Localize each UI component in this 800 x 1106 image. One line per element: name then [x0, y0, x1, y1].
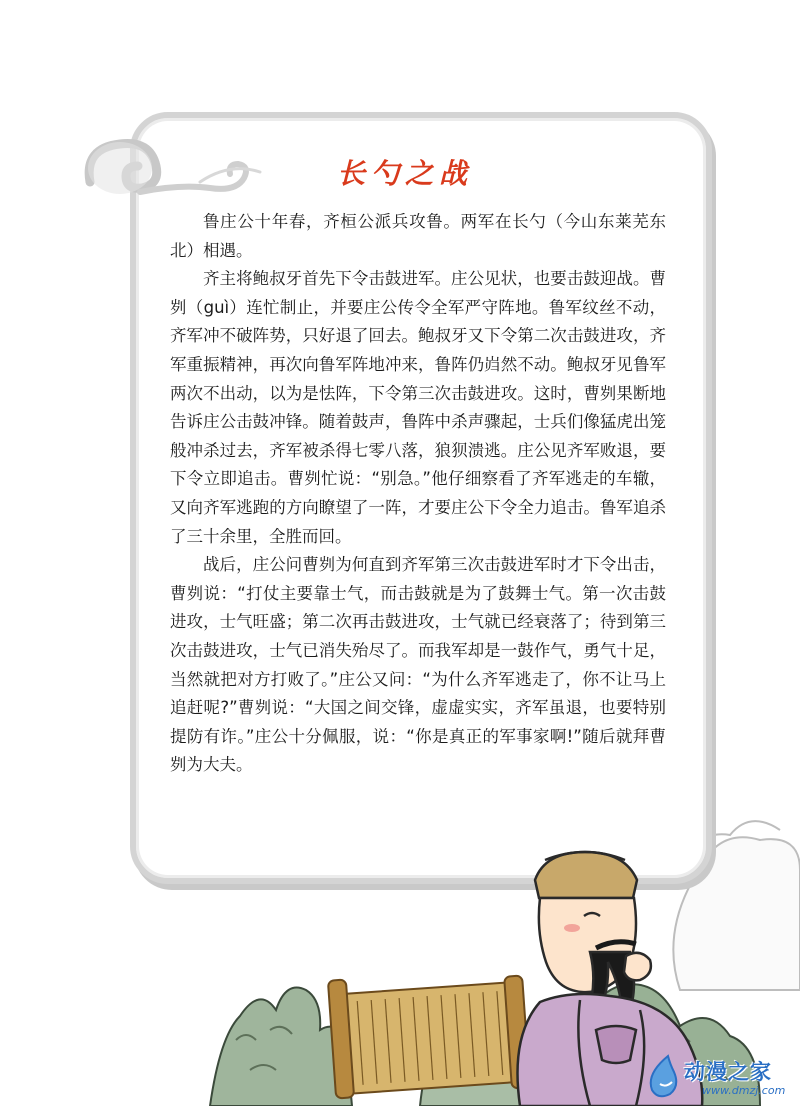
- bamboo-scroll-illustration: [328, 976, 530, 1099]
- watermark-name: 动漫之家: [684, 1060, 772, 1084]
- paragraph: 鲁庄公十年春，齐桓公派兵攻鲁。两军在长勺（今山东莱芜东北）相遇。: [170, 212, 666, 260]
- paragraph: 齐主将鲍叔牙首先下令击鼓进军。庄公见状，也要击鼓迎战。曹刿（guì）连忙制止，并要庄公传令全军严守阵地。鲁军纹丝不动，齐军冲不破阵势，只好退了回去。鲍叔牙又下令第二次击鼓进攻，齐军重振精神，再次向鲁军阵地冲来，鲁阵仍岿然不动。鲍叔牙见鲁军两次不出动，以为是怯阵，下令第三次击鼓进攻。这时，曹刿果断地告诉庄公击鼓冲锋。随着鼓声，鲁阵中杀声骤起，士兵们像猛虎出笼般冲杀过去，齐军被杀得七零八落，狼狈溃逃。庄公见齐军败退，要下令立即追击。曹刿忙说：“别急。”他仔细察看了齐军逃走的车辙，又向齐军逃跑的方向瞭望了一阵，才要庄公下令全力追击。鲁军追杀了三十余里，全胜而回。: [170, 269, 666, 546]
- story-body: [170, 208, 666, 780]
- watermark-url: www.dmzj.com: [702, 1084, 786, 1097]
- watermark-logo-icon: [648, 1054, 682, 1098]
- paragraph: 战后，庄公问曹刿为何直到齐军第三次击鼓进军时才下令出击，曹刿说：“打仗主要靠士气，而击鼓就是为了鼓舞士气。第一次击鼓进攻，士气旺盛；第二次再击鼓进攻，士气就已经衰落了；待到第三次击鼓进攻，士气已消失殆尽了。而我军却是一鼓作气，勇气十足，当然就把对方打败了。”庄公又问：“为什么齐军逃走了，你不让马上追赶呢?”曹刿说：“大国之间交锋，虚虚实实，齐军虽退，也要特别提防有诈。”庄公十分佩服，说：“你是真正的军事家啊!”随后就拜曹刿为大夫。: [170, 555, 666, 775]
- cloud-swirl-icon: [80, 132, 280, 212]
- page-title: 长勺之战: [336, 157, 473, 190]
- watermark: [648, 1052, 796, 1102]
